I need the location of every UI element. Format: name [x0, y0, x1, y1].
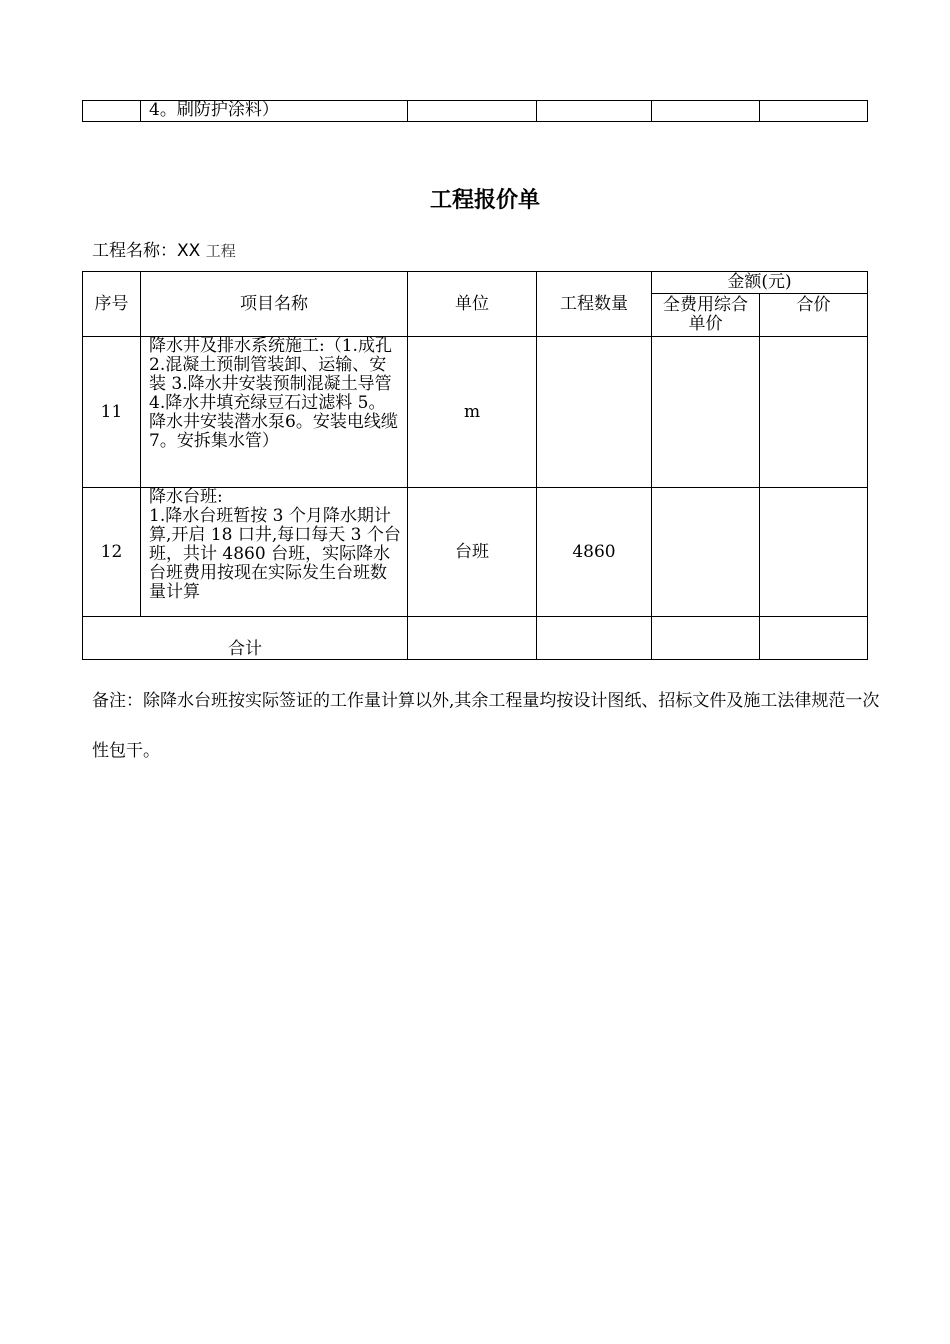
- row-unit: 台班: [408, 488, 537, 617]
- sum-row: [83, 617, 868, 660]
- sum-label: 合计: [83, 617, 408, 660]
- continued-table: [82, 100, 868, 122]
- row-item-name: 降水台班: 1.降水台班暂按 3 个月降水期计算,开启 18 口井,每口每天 3 个台班，共计 4860 台班，实际降水台班费用按现在实际发生台班数量计算: [141, 488, 408, 617]
- row-quantity: 4860: [537, 488, 652, 617]
- row-unit-price: [652, 488, 760, 617]
- row-unit-price: [652, 337, 760, 488]
- project-name-value: XX: [177, 241, 201, 261]
- header-total: 合价: [760, 294, 868, 337]
- header-item-name: 项目名称: [141, 272, 408, 337]
- row-unit: m: [408, 337, 537, 488]
- header-unit: 单位: [408, 272, 537, 337]
- header-amount: 金额(元): [652, 272, 868, 294]
- page-title: 工程报价单: [429, 188, 540, 213]
- row-total: [760, 488, 868, 617]
- header-seq: 序号: [83, 272, 141, 337]
- header-quantity: 工程数量: [537, 272, 652, 337]
- row-total: [760, 337, 868, 488]
- table-row: [83, 101, 868, 122]
- header-unit-price: 全费用综合单价: [652, 294, 760, 337]
- row-item-name: 降水井及排水系统施工:（1.成孔 2.混凝土预制管装卸、运输、安装 3.降水井安装预制混凝土导管 4.降水井填充绿豆石过滤料 5。降水井安装潜水泵6。安装电线缆 7。安拆集水管）: [141, 337, 408, 488]
- quotation-table: [82, 271, 868, 660]
- table-row: [83, 488, 868, 617]
- row-quantity: [537, 337, 652, 488]
- project-name-suffix: 工程: [205, 242, 236, 260]
- remarks-note: 备注：除降水台班按实际签证的工作量计算以外,其余工程量均按设计图纸、招标文件及施工法律规范一次性包干。: [92, 691, 880, 761]
- header-row: [83, 272, 868, 294]
- project-name-line: [92, 236, 236, 261]
- row-seq: 11: [83, 337, 141, 488]
- row-seq: 12: [83, 488, 141, 617]
- table-row: [83, 337, 868, 488]
- project-name-label: 工程名称：: [92, 241, 177, 261]
- continued-item-text: 4。刷防护涂料）: [141, 101, 408, 122]
